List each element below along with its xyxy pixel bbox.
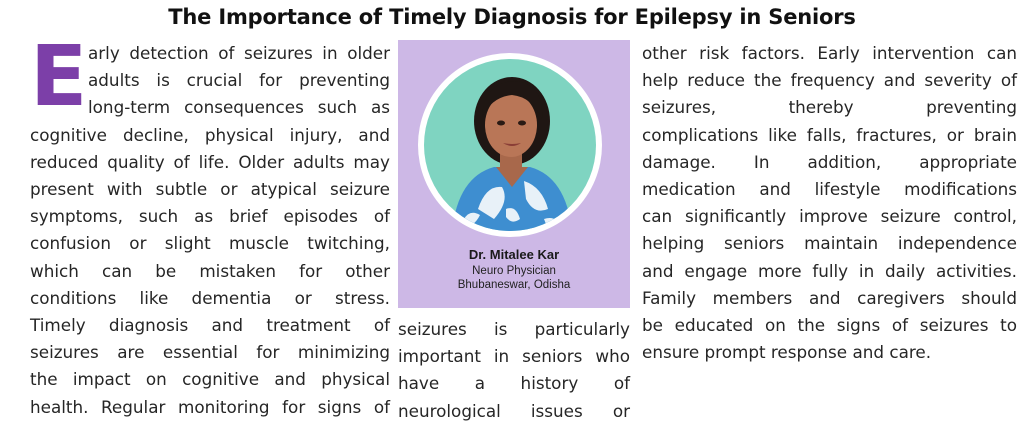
text-line: confusion or slight muscle twitching,: [30, 233, 390, 254]
text-line: have a history of: [398, 373, 630, 394]
text-line: ensure prompt response and care.: [642, 342, 932, 363]
text-line: damage. In addition, appropriate: [642, 151, 1017, 172]
doctor-portrait: [418, 53, 602, 237]
text-line: conditions like dementia or stress.: [30, 287, 390, 308]
text-line: symptoms, such as brief episodes of: [30, 206, 390, 227]
portrait-photo: [424, 59, 596, 231]
text-line: be educated on the signs of seizures to: [642, 315, 1017, 336]
person-silhouette-icon: [424, 59, 596, 231]
text-line: and engage more fully in daily activities.: [642, 260, 1017, 281]
article-column-2: [398, 316, 630, 425]
text-line: adults is crucial for preventing: [88, 70, 390, 91]
doctor-location: Bhubaneswar, Odisha: [457, 279, 571, 291]
text-line: help reduce the frequency and severity of: [642, 70, 1017, 91]
text-line: which can be mistaken for other: [30, 260, 390, 281]
text-line: important in seniors who: [398, 346, 630, 367]
text-line: other risk factors. Early intervention can: [642, 43, 1017, 63]
text-line: complications like falls, fractures, or brain: [642, 124, 1017, 145]
text-line: seizures, thereby preventing: [642, 97, 1017, 118]
text-line: Family members and caregivers should: [642, 287, 1017, 308]
text-line: arly detection of seizures in older: [88, 43, 390, 63]
text-line: present with subtle or atypical seizure: [30, 179, 390, 200]
text-line: medication and lifestyle modifications: [642, 179, 1017, 200]
text-line: seizures is particularly: [398, 319, 630, 339]
text-line: health. Regular monitoring for signs of: [30, 396, 390, 417]
drop-cap: E: [30, 27, 88, 125]
text-line: reduced quality of life. Older adults may: [30, 151, 390, 172]
text-line: the impact on cognitive and physical: [30, 369, 390, 390]
article-column-1: [30, 27, 390, 421]
text-line: seizures are essential for minimizing: [30, 342, 390, 363]
text-line: long-term consequences such as: [88, 97, 390, 118]
article-headline: The Importance of Timely Diagnosis for Epilepsy in Seniors: [168, 5, 856, 29]
text-line: helping seniors maintain independence: [642, 233, 1017, 254]
text-line: Timely diagnosis and treatment of: [30, 315, 390, 336]
doctor-name: Dr. Mitalee Kar: [468, 247, 560, 262]
text-line: can significantly improve seizure control,: [642, 206, 1017, 227]
doctor-title: Neuro Physician: [472, 265, 556, 277]
article-column-3: [642, 40, 1017, 366]
text-line: cognitive decline, physical injury, and: [30, 124, 390, 145]
text-line: neurological issues or: [398, 400, 630, 421]
